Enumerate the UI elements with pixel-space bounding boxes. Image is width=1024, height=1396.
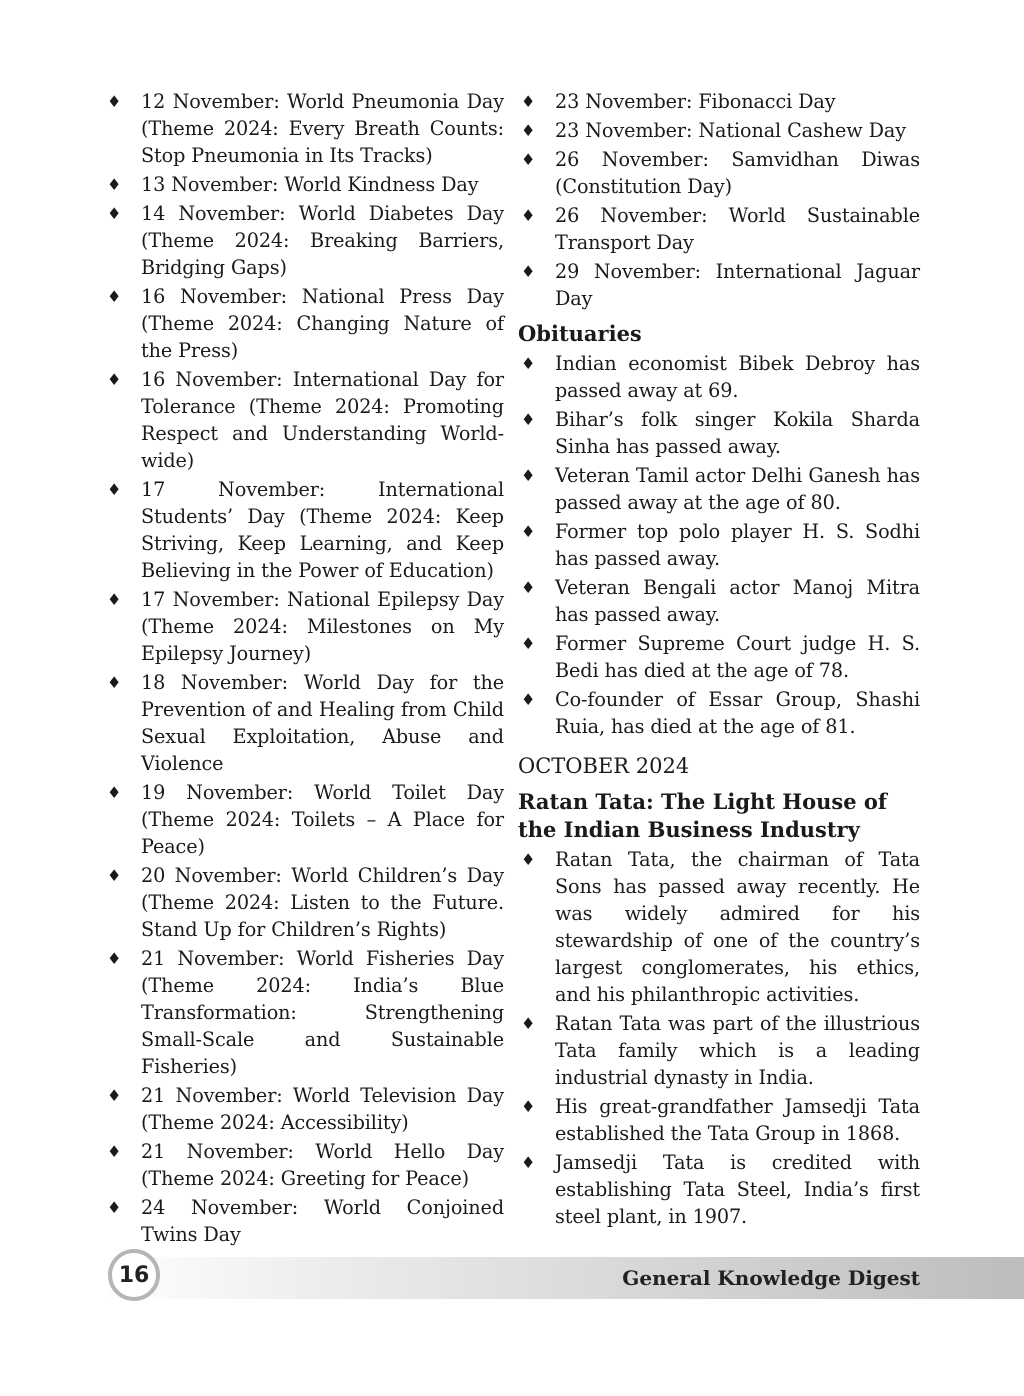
list-item: ♦ 23 November: National Cashew Day (521, 119, 906, 142)
diamond-bullet-icon: ♦ (521, 850, 536, 869)
list-item: ♦ 16 November: National Press Day (Theme 2024: Changing Nature of the Press) (107, 285, 504, 362)
article-heading: Ratan Tata: The Light House of the Indian Business Industry (518, 789, 887, 842)
right-column (518, 88, 920, 1232)
diamond-bullet-icon: ♦ (107, 1198, 122, 1217)
diamond-bullet-icon: ♦ (107, 92, 122, 111)
list-item: ♦ Indian economist Bibek Debroy has passed away at 69. (521, 352, 920, 402)
list-item: ♦ 18 November: World Day for the Prevention of and Healing from Child Sexual Exploitation, Abuse and Violence (107, 671, 504, 775)
list-item: ♦ 17 November: International Students’ Day (Theme 2024: Keep Striving, Keep Learning, and Keep Believing in the Power of Education) (107, 478, 504, 582)
diamond-bullet-icon: ♦ (521, 522, 536, 541)
diamond-bullet-icon: ♦ (107, 204, 122, 223)
list-item: ♦ 16 November: International Day for Tolerance (Theme 2024: Promoting Respect and Understanding World-wide) (107, 368, 504, 472)
obituaries-heading: Obituaries (518, 321, 642, 346)
diamond-bullet-icon: ♦ (521, 578, 536, 597)
list-item: ♦ 26 November: Samvidhan Diwas (Constitution Day) (521, 148, 920, 198)
list-item: ♦ 24 November: World Conjoined Twins Day (107, 1196, 504, 1246)
list-item: ♦ 13 November: World Kindness Day (107, 173, 479, 196)
left-column (104, 88, 504, 1250)
list-item: ♦ 26 November: World Sustainable Transport Day (521, 204, 920, 254)
diamond-bullet-icon: ♦ (521, 410, 536, 429)
diamond-bullet-icon: ♦ (107, 949, 122, 968)
diamond-bullet-icon: ♦ (521, 1014, 536, 1033)
list-item: ♦ 21 November: World Hello Day (Theme 2024: Greeting for Peace) (107, 1140, 504, 1190)
article-points-list (518, 846, 920, 1230)
list-item: ♦ Veteran Bengali actor Manoj Mitra has passed away. (521, 576, 920, 626)
diamond-bullet-icon: ♦ (521, 354, 536, 373)
list-item: ♦ Co-founder of Essar Group, Shashi Ruia, has died at the age of 81. (521, 688, 920, 738)
list-item: ♦ 14 November: World Diabetes Day (Theme 2024: Breaking Barriers, Bridging Gaps) (107, 202, 504, 279)
list-item: ♦ 23 November: Fibonacci Day (521, 90, 836, 113)
diamond-bullet-icon: ♦ (107, 370, 122, 389)
list-item: ♦ 29 November: International Jaguar Day (521, 260, 920, 310)
list-item: ♦ Former Supreme Court judge H. S. Bedi has died at the age of 78. (521, 632, 920, 682)
diamond-bullet-icon: ♦ (521, 262, 536, 281)
diamond-bullet-icon: ♦ (521, 690, 536, 709)
footer-title: General Knowledge Digest (622, 1266, 920, 1290)
list-item: ♦ Ratan Tata, the chairman of Tata Sons has passed away recently. He was widely admired for his stewardship of one of the country’s largest conglomerates, his ethics, and his philanthropic activities. (521, 848, 920, 1006)
list-item: ♦ 19 November: World Toilet Day (Theme 2024: Toilets – A Place for Peace) (107, 781, 504, 858)
list-item: ♦ His great-grandfather Jamsedji Tata established the Tata Group in 1868. (521, 1095, 920, 1145)
diamond-bullet-icon: ♦ (107, 590, 122, 609)
list-item: ♦ Ratan Tata was part of the illustrious Tata family which is a leading industrial dynasty in India. (521, 1012, 920, 1089)
list-item: ♦ Bihar’s folk singer Kokila Sharda Sinha has passed away. (521, 408, 920, 458)
diamond-bullet-icon: ♦ (107, 1086, 122, 1105)
diamond-bullet-icon: ♦ (521, 466, 536, 485)
diamond-bullet-icon: ♦ (107, 673, 122, 692)
diamond-bullet-icon: ♦ (107, 1142, 122, 1161)
diamond-bullet-icon: ♦ (107, 783, 122, 802)
diamond-bullet-icon: ♦ (521, 92, 536, 111)
list-item: ♦ 12 November: World Pneumonia Day (Theme 2024: Every Breath Counts: Stop Pneumonia in Its Tracks) (107, 90, 504, 167)
list-item: ♦ Former top polo player H. S. Sodhi has passed away. (521, 520, 920, 570)
list-item: ♦ Jamsedji Tata is credited with establishing Tata Steel, India’s first steel plant, in 1907. (521, 1151, 920, 1228)
diamond-bullet-icon: ♦ (521, 634, 536, 653)
diamond-bullet-icon: ♦ (521, 121, 536, 140)
diamond-bullet-icon: ♦ (107, 287, 122, 306)
diamond-bullet-icon: ♦ (107, 866, 122, 885)
list-item: ♦ Veteran Tamil actor Delhi Ganesh has passed away at the age of 80. (521, 464, 920, 514)
diamond-bullet-icon: ♦ (521, 1097, 536, 1116)
list-item: ♦ 21 November: World Fisheries Day (Theme 2024: India’s Blue Transformation: Strengthening Small-Scale and Sustainable Fisheries) (107, 947, 504, 1078)
list-item: ♦ 20 November: World Children’s Day (Theme 2024: Listen to the Future. Stand Up for Children’s Rights) (107, 864, 504, 941)
month-heading: OCTOBER 2024 (518, 754, 690, 778)
diamond-bullet-icon: ♦ (521, 206, 536, 225)
observance-days-list-continued (518, 88, 920, 312)
list-item: ♦ 17 November: National Epilepsy Day (Theme 2024: Milestones on My Epilepsy Journey) (107, 588, 504, 665)
diamond-bullet-icon: ♦ (521, 1153, 536, 1172)
diamond-bullet-icon: ♦ (107, 480, 122, 499)
page-number: 16 (108, 1249, 160, 1301)
obituaries-list (518, 350, 920, 740)
diamond-bullet-icon: ♦ (107, 175, 122, 194)
diamond-bullet-icon: ♦ (521, 150, 536, 169)
list-item: ♦ 21 November: World Television Day (Theme 2024: Accessibility) (107, 1084, 504, 1134)
observance-days-list (104, 88, 504, 1248)
